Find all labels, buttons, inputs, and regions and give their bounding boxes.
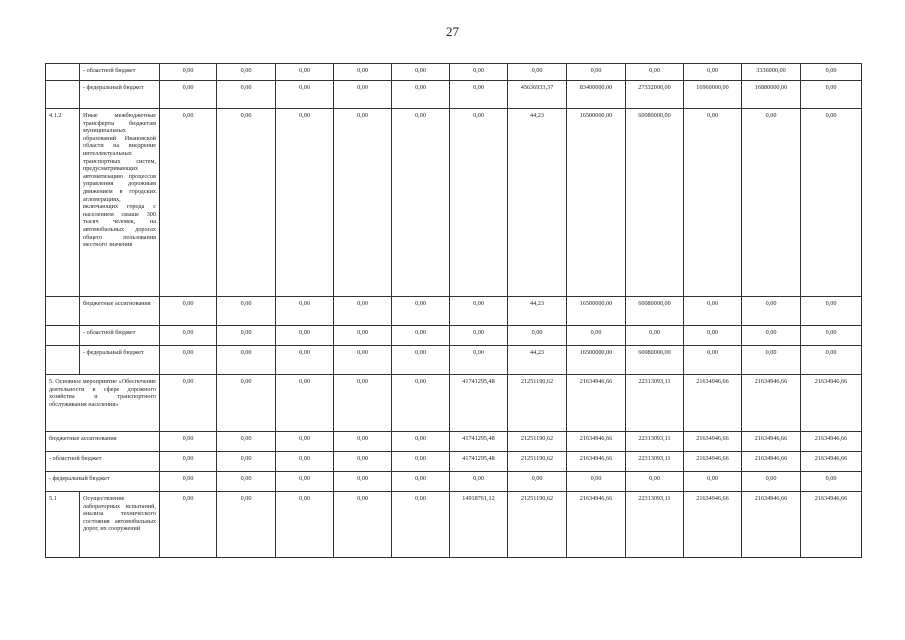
value-cell: 3336000,00: [742, 64, 801, 81]
value-cell: 0,00: [217, 472, 276, 492]
row-code: 5.1: [46, 492, 80, 558]
row-label: Осуществление лабораторных испытаний, анализа технического состояния автомобильных дорог, их сооружений: [80, 492, 160, 558]
value-cell: 21634946,66: [742, 432, 801, 452]
value-cell: 60080000,00: [626, 109, 684, 297]
row-label: 5. Основное мероприятие «Обеспечение деятельности в сфере дорожного хозяйства и транспортного обслуживания населения»: [46, 375, 160, 432]
value-cell: 0,00: [276, 109, 334, 297]
value-cell: 0,00: [392, 346, 450, 375]
value-cell: 0,00: [392, 452, 450, 472]
value-cell: 21634946,66: [742, 375, 801, 432]
value-cell: 0,00: [392, 492, 450, 558]
value-cell: 0,00: [217, 109, 276, 297]
value-cell: 21634946,66: [684, 432, 742, 452]
value-cell: 0,00: [684, 64, 742, 81]
value-cell: 0,00: [450, 326, 508, 346]
value-cell: 0,00: [160, 472, 217, 492]
value-cell: 0,00: [684, 326, 742, 346]
value-cell: 21634946,66: [742, 492, 801, 558]
table-row: [46, 346, 862, 375]
value-cell: 0,00: [276, 452, 334, 472]
value-cell: 60080000,00: [626, 346, 684, 375]
value-cell: 0,00: [334, 109, 392, 297]
value-cell: 0,00: [450, 472, 508, 492]
value-cell: 0,00: [276, 375, 334, 432]
value-cell: 0,00: [450, 297, 508, 326]
value-cell: 0,00: [276, 326, 334, 346]
value-cell: 44,23: [508, 297, 567, 326]
value-cell: 21251190,62: [508, 432, 567, 452]
value-cell: 16960000,00: [684, 81, 742, 109]
value-cell: 0,00: [392, 375, 450, 432]
value-cell: 44,23: [508, 346, 567, 375]
value-cell: 0,00: [334, 326, 392, 346]
value-cell: 0,00: [392, 432, 450, 452]
value-cell: 0,00: [160, 81, 217, 109]
value-cell: 0,00: [217, 492, 276, 558]
value-cell: 0,00: [276, 346, 334, 375]
value-cell: 0,00: [217, 297, 276, 326]
value-cell: 21634946,66: [567, 432, 626, 452]
value-cell: 0,00: [392, 64, 450, 81]
value-cell: 21634946,66: [801, 492, 862, 558]
value-cell: 0,00: [217, 432, 276, 452]
value-cell: 41741295,48: [450, 432, 508, 452]
value-cell: 0,00: [801, 326, 862, 346]
value-cell: 0,00: [450, 81, 508, 109]
value-cell: 0,00: [742, 472, 801, 492]
row-code: 4.1.2: [46, 109, 80, 297]
value-cell: 0,00: [217, 64, 276, 81]
value-cell: 0,00: [160, 297, 217, 326]
row-label: - областной бюджет: [80, 326, 160, 346]
value-cell: 21634946,66: [567, 492, 626, 558]
value-cell: 0,00: [160, 452, 217, 472]
value-cell: 21251190,62: [508, 452, 567, 472]
value-cell: 0,00: [801, 109, 862, 297]
value-cell: 0,00: [684, 346, 742, 375]
table-row: [46, 297, 862, 326]
value-cell: 0,00: [392, 109, 450, 297]
value-cell: 16880000,00: [742, 81, 801, 109]
value-cell: 0,00: [160, 346, 217, 375]
row-code: [46, 64, 80, 81]
value-cell: 0,00: [626, 472, 684, 492]
value-cell: 0,00: [160, 432, 217, 452]
value-cell: 22313093,11: [626, 375, 684, 432]
row-code: [46, 297, 80, 326]
value-cell: 0,00: [801, 64, 862, 81]
row-label: - областной бюджет: [80, 64, 160, 81]
value-cell: 0,00: [450, 109, 508, 297]
row-label: - федеральный бюджет: [80, 81, 160, 109]
value-cell: 0,00: [334, 297, 392, 326]
value-cell: 83400000,00: [567, 81, 626, 109]
value-cell: 0,00: [626, 326, 684, 346]
value-cell: 21634946,66: [567, 452, 626, 472]
table-row: [46, 81, 862, 109]
table-row: [46, 375, 862, 432]
value-cell: 0,00: [276, 432, 334, 452]
value-cell: 27332000,00: [626, 81, 684, 109]
table-row: [46, 64, 862, 81]
value-cell: 16500000,00: [567, 297, 626, 326]
value-cell: 41741295,48: [450, 375, 508, 432]
value-cell: 14918761,12: [450, 492, 508, 558]
value-cell: 0,00: [450, 64, 508, 81]
value-cell: 0,00: [392, 472, 450, 492]
value-cell: 0,00: [334, 452, 392, 472]
value-cell: 21251190,62: [508, 492, 567, 558]
value-cell: 0,00: [276, 297, 334, 326]
value-cell: 21634946,66: [801, 432, 862, 452]
row-label: - федеральный бюджет: [46, 472, 160, 492]
value-cell: 0,00: [217, 326, 276, 346]
value-cell: 60080000,00: [626, 297, 684, 326]
value-cell: 0,00: [801, 81, 862, 109]
value-cell: 22313093,11: [626, 432, 684, 452]
table-row: [46, 109, 862, 297]
value-cell: 0,00: [567, 472, 626, 492]
value-cell: 0,00: [217, 375, 276, 432]
row-label: - областной бюджет: [46, 452, 160, 472]
value-cell: 0,00: [334, 81, 392, 109]
value-cell: 0,00: [684, 472, 742, 492]
value-cell: 0,00: [160, 109, 217, 297]
value-cell: 21634946,66: [567, 375, 626, 432]
value-cell: 0,00: [742, 326, 801, 346]
value-cell: 41741295,48: [450, 452, 508, 472]
value-cell: 22313093,11: [626, 452, 684, 472]
value-cell: 21251190,62: [508, 375, 567, 432]
row-label: бюджетные ассигнования: [46, 432, 160, 452]
value-cell: 44,23: [508, 109, 567, 297]
table-row: [46, 472, 862, 492]
value-cell: 0,00: [450, 346, 508, 375]
value-cell: 22313093,11: [626, 492, 684, 558]
value-cell: 0,00: [276, 492, 334, 558]
row-label: Иные межбюджетные трансферты бюджетам муниципальных образований Ивановской области на внедрение интеллектуальных транспортных систем, предусматривающих автоматизацию процессов управления дорожным движением в городских агломерациях, включающих города с населением свыше 300 тысяч человек, на автомобильных дорогах общего пользования местного значения: [80, 109, 160, 297]
value-cell: 0,00: [742, 346, 801, 375]
value-cell: 0,00: [742, 297, 801, 326]
value-cell: 21634946,66: [684, 375, 742, 432]
row-code: [46, 326, 80, 346]
value-cell: 0,00: [160, 492, 217, 558]
table-row: [46, 492, 862, 558]
value-cell: 21634946,66: [801, 452, 862, 472]
value-cell: 45636933,37: [508, 81, 567, 109]
value-cell: 21634946,66: [742, 452, 801, 472]
value-cell: 0,00: [626, 64, 684, 81]
value-cell: 0,00: [160, 375, 217, 432]
table-row: [46, 452, 862, 472]
value-cell: 16500000,00: [567, 346, 626, 375]
value-cell: 21634946,66: [801, 375, 862, 432]
value-cell: 0,00: [742, 109, 801, 297]
value-cell: 0,00: [334, 432, 392, 452]
value-cell: 0,00: [160, 326, 217, 346]
value-cell: 0,00: [217, 452, 276, 472]
row-code: [46, 81, 80, 109]
value-cell: 0,00: [160, 64, 217, 81]
value-cell: 0,00: [276, 81, 334, 109]
value-cell: 0,00: [276, 64, 334, 81]
budget-table: [45, 63, 862, 558]
value-cell: 0,00: [217, 346, 276, 375]
value-cell: 0,00: [567, 326, 626, 346]
value-cell: 0,00: [334, 375, 392, 432]
table-row: [46, 326, 862, 346]
value-cell: 0,00: [508, 326, 567, 346]
value-cell: 0,00: [392, 326, 450, 346]
value-cell: 0,00: [508, 64, 567, 81]
row-label: - федеральный бюджет: [80, 346, 160, 375]
value-cell: 21634946,66: [684, 492, 742, 558]
value-cell: 0,00: [334, 64, 392, 81]
value-cell: 0,00: [334, 492, 392, 558]
value-cell: 0,00: [801, 472, 862, 492]
table-row: [46, 432, 862, 452]
value-cell: 0,00: [392, 81, 450, 109]
value-cell: 0,00: [508, 472, 567, 492]
page-number: 27: [446, 24, 459, 39]
value-cell: 0,00: [684, 109, 742, 297]
value-cell: 0,00: [392, 297, 450, 326]
row-label: бюджетные ассигнования: [80, 297, 160, 326]
value-cell: 21634946,66: [684, 452, 742, 472]
value-cell: 0,00: [334, 472, 392, 492]
value-cell: 0,00: [801, 346, 862, 375]
row-code: [46, 346, 80, 375]
value-cell: 16500000,00: [567, 109, 626, 297]
value-cell: 0,00: [334, 346, 392, 375]
value-cell: 0,00: [684, 297, 742, 326]
value-cell: 0,00: [567, 64, 626, 81]
value-cell: 0,00: [276, 472, 334, 492]
value-cell: 0,00: [801, 297, 862, 326]
value-cell: 0,00: [217, 81, 276, 109]
